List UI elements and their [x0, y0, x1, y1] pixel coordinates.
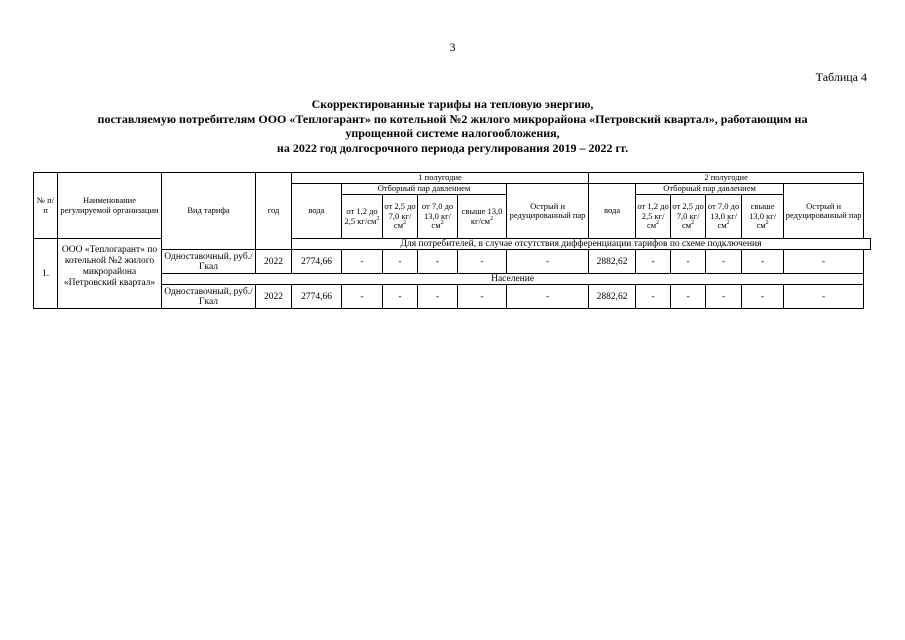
- header-p2-h1: от 2,5 до 7,0 $кг/см^2$: [383, 195, 418, 239]
- dash-cell: -: [458, 285, 507, 309]
- section-all-consumers: Для потребителей, в случае отсутствия дифференциации тарифов по схеме подключения: [292, 239, 871, 250]
- header-sharp-steam-h2: Острый и редуцированный пар: [784, 184, 864, 239]
- header-steam-h1: Отборный пар давлением: [342, 184, 507, 195]
- dash-cell: -: [706, 250, 742, 274]
- header-steam-h2: Отборный пар давлением: [636, 184, 784, 195]
- dash-cell: -: [507, 285, 589, 309]
- dash-cell: -: [784, 285, 864, 309]
- dash-cell: -: [742, 285, 784, 309]
- dash-cell: -: [383, 285, 418, 309]
- dash-cell: -: [507, 250, 589, 274]
- water-h1-cell: 2774,66: [292, 250, 342, 274]
- header-p3-h1: от 7,0 до 13,0 $кг/см^2$: [418, 195, 458, 239]
- header-p4-h1: свыше 13,0 $кг/см^2$: [458, 195, 507, 239]
- header-p1-h1: от 1,2 до 2,5 $кг/см^2$: [342, 195, 383, 239]
- water-h2-cell: 2882,62: [589, 285, 636, 309]
- dash-cell: -: [342, 250, 383, 274]
- header-year: год: [256, 173, 292, 250]
- dash-cell: -: [784, 250, 864, 274]
- page-number: 3: [449, 40, 456, 54]
- header-water-h2: вода: [589, 184, 636, 239]
- header-tariff-type: Вид тарифа: [162, 173, 256, 250]
- header-num: № п/п: [34, 173, 58, 239]
- header-p4-h2: свыше 13,0 $кг/см^2$: [742, 195, 784, 239]
- year-cell: 2022: [256, 250, 292, 274]
- dash-cell: -: [383, 250, 418, 274]
- header-p3-h2: от 7,0 до 13,0 $кг/см^2$: [706, 195, 742, 239]
- tariff-type-cell: Одноставочный, руб./Гкал: [162, 250, 256, 274]
- header-half1: 1 полугодие: [292, 173, 589, 184]
- title-line-1: Скорректированные тарифы на тепловую энергию,: [311, 97, 594, 111]
- dash-cell: -: [742, 250, 784, 274]
- dash-cell: -: [636, 285, 671, 309]
- water-h2-cell: 2882,62: [589, 250, 636, 274]
- tariff-table: [33, 172, 871, 309]
- dash-cell: -: [671, 250, 706, 274]
- year-cell: 2022: [256, 285, 292, 309]
- header-org: Наименование регулируемой организации: [58, 173, 162, 239]
- dash-cell: -: [342, 285, 383, 309]
- dash-cell: -: [671, 285, 706, 309]
- dash-cell: -: [418, 285, 458, 309]
- row-num: 1.: [34, 239, 58, 309]
- header-p1-h2: от 1,2 до 2,5 $кг/см^2$: [636, 195, 671, 239]
- row-org: ООО «Теплогарант» по котельной №2 жилого микрорайона «Петровский квартал»: [58, 239, 162, 309]
- tariff-type-cell: Одноставочный, руб./Гкал: [162, 285, 256, 309]
- header-half2: 2 полугодие: [589, 173, 864, 184]
- dash-cell: -: [418, 250, 458, 274]
- title-line-3: упрощенной системе налогообложения,: [345, 126, 560, 140]
- title-line-2: поставляемую потребителям ООО «Теплогарант» по котельной №2 жилого микрорайона «Петровский квартал», работающим на: [97, 111, 808, 126]
- section-population: Население: [162, 274, 864, 285]
- dash-cell: -: [706, 285, 742, 309]
- water-h1-cell: 2774,66: [292, 285, 342, 309]
- document-title: [40, 97, 865, 155]
- header-sharp-steam-h1: Острый и редуцированный пар: [507, 184, 589, 239]
- dash-cell: -: [458, 250, 507, 274]
- header-p2-h2: от 2,5 до 7,0 $кг/см^2$: [671, 195, 706, 239]
- header-water-h1: вода: [292, 184, 342, 239]
- title-line-4: на 2022 год долгосрочного периода регулирования 2019 – 2022 гг.: [276, 140, 629, 155]
- table-label: Таблица 4: [815, 70, 867, 84]
- dash-cell: -: [636, 250, 671, 274]
